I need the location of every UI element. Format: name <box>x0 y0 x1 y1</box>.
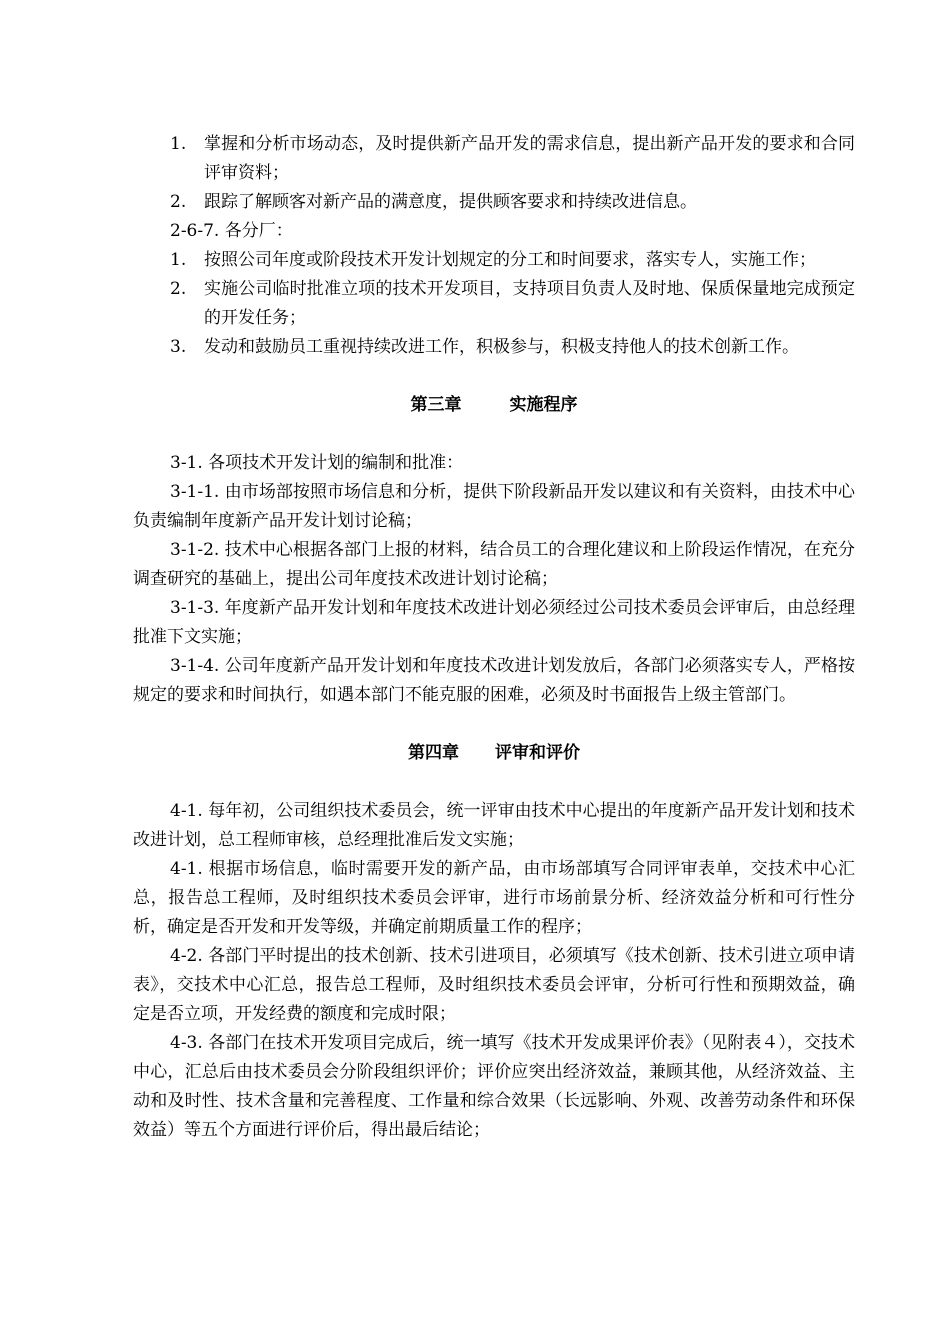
list-text: 实施公司临时批准立项的技术开发项目，支持项目负责人及时地、保质保量地完成预定的开发任务； <box>204 279 855 328</box>
paragraph: 4-3. 各部门在技术开发项目完成后，统一填写《技术开发成果评价表》（见附表４），交技术中心，汇总后由技术委员会分阶段组织评价；评价应突出经济效益，兼顾其他，从经济效益、主动和及时性、技术含量和完善程度、工作量和综合效果（长远影响、外观、改善劳动条件和环保效益）等五个方面进行评价后，得出最后结论； <box>133 1033 855 1140</box>
document-page <box>133 130 855 1145</box>
list-number: 1. <box>170 134 187 154</box>
list-text: 掌握和分析市场动态，及时提供新产品开发的需求信息，提出新产品开发的要求和合同评审资料； <box>204 134 855 183</box>
list-2-6-6 <box>133 130 855 217</box>
paragraph: 4-2. 各部门平时提出的技术创新、技术引进项目，必须填写《技术创新、技术引进立项申请表》，交技术中心汇总，报告总工程师，及时组织技术委员会评审，分析可行性和预期效益，确定是否立项，开发经费的额度和完成时限； <box>133 946 855 1024</box>
list-text: 发动和鼓励员工重视持续改进工作，积极参与，积极支持他人的技术创新工作。 <box>204 337 799 357</box>
list-item <box>133 130 855 188</box>
chapter-4-body <box>133 797 855 1145</box>
paragraph: 3-1-4. 公司年度新产品开发计划和年度技术改进计划发放后，各部门必须落实专人，严格按规定的要求和时间执行，如遇本部门不能克服的困难，必须及时书面报告上级主管部门。 <box>133 656 855 705</box>
chapter-title: 评审和评价 <box>495 743 580 763</box>
section-heading-2-6-7: 2-6-7. 各分厂： <box>170 221 293 241</box>
paragraph: 3-1-1. 由市场部按照市场信息和分析，提供下阶段新品开发以建议和有关资料，由技术中心负责编制年度新产品开发计划讨论稿； <box>133 482 855 531</box>
chapter-number: 第四章 <box>408 743 459 763</box>
list-number: 2. <box>170 279 187 299</box>
list-number: 3. <box>170 337 187 357</box>
paragraph: 4-1. 根据市场信息，临时需要开发的新产品，由市场部填写合同评审表单，交技术中心汇总，报告总工程师，及时组织技术委员会评审，进行市场前景分析、经济效益分析和可行性分析，确定是否开发和开发等级，并确定前期质量工作的程序； <box>133 859 855 937</box>
chapter-title: 实施程序 <box>509 395 578 415</box>
list-item <box>133 188 855 217</box>
paragraph: 3-1-3. 年度新产品开发计划和年度技术改进计划必须经过公司技术委员会评审后，由总经理批准下文实施； <box>133 598 855 647</box>
paragraph: 4-1. 每年初，公司组织技术委员会，统一评审由技术中心提出的年度新产品开发计划和技术改进计划，总工程师审核，总经理批准后发文实施； <box>133 801 855 850</box>
chapter-number: 第三章 <box>410 395 462 415</box>
list-item <box>133 246 855 275</box>
chapter-4-heading <box>133 739 855 768</box>
chapter-3-heading <box>133 391 855 420</box>
list-2-6-7 <box>133 246 855 362</box>
list-item <box>133 275 855 333</box>
paragraph: 3-1-2. 技术中心根据各部门上报的材料，结合员工的合理化建议和上阶段运作情况，在充分调查研究的基础上，提出公司年度技术改进计划讨论稿； <box>133 540 855 589</box>
list-item <box>133 333 855 362</box>
list-number: 2. <box>170 192 187 212</box>
list-text: 按照公司年度或阶段技术开发计划规定的分工和时间要求，落实专人，实施工作； <box>204 250 816 270</box>
list-text: 跟踪了解顾客对新产品的满意度，提供顾客要求和持续改进信息。 <box>204 192 697 212</box>
list-number: 1. <box>170 250 187 270</box>
paragraph: 3-1. 各项技术开发计划的编制和批准： <box>170 453 464 473</box>
chapter-3-body <box>133 449 855 710</box>
